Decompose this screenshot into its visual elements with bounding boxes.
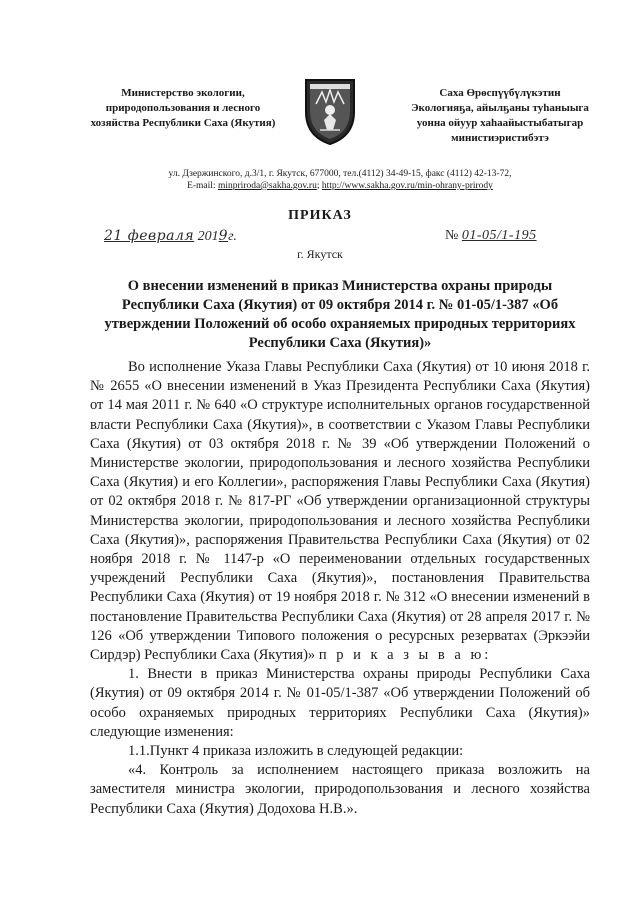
item-1-1: 1.1.Пункт 4 приказа изложить в следующей редакции: xyxy=(128,743,464,760)
website-link[interactable]: http://www.sakha.gov.ru/min-ohrany-prirody xyxy=(321,181,493,191)
ministry-sah-line: уонна ойуур хаһаайыстыбатыгар xyxy=(416,117,584,129)
ministry-name-russian xyxy=(78,86,288,131)
prikazyvayu-word: п р и к а з ы в а ю: xyxy=(318,647,492,664)
order-subject: О внесении изменений в приказ Министерства охраны природы Республики Саха (Якутия) от 09 октября 2014 г. № 01-05/1-387 «Об утверждении Положений об особо охраняемых природных территориях Республики Саха (Якутия)» xyxy=(104,278,576,351)
handwritten-date: 21 февраля xyxy=(104,228,195,244)
email-link[interactable]: minpriroda@sakha.gov.ru xyxy=(217,181,317,191)
preamble-text: Во исполнение Указа Главы Республики Саха (Якутия) от 10 июня 2018 г. № 2655 «О внесении изменений в Указ Президента Республики Саха (Якутия) от 14 мая 2011 г. № 640 «О структуре исполнительных органов государственной власти Республики Саха (Якутия)», в соответствии с Указом Главы Республики Саха (Якутия) от 03 октября 2018 г. № 39 «Об утверждении Положений о Министерстве экологии, природопользования и лесного хозяйства Республики Саха (Якутия) и его Коллегии», распоряжения Главы Республики Саха (Якутия) от 02 октября 2018 г. № 817-РГ «Об утверждении организационной структуры Министерства экологии, природопользования и лесного хозяйства Республики Саха (Якутия)», распоряжения Правительства Республики Саха (Якутия) от 02 ноября 2018 г. № 1147-р «О переименовании отдельных государственных учреждений Республики Саха (Якутия)», постановления Правительства Республики Саха (Якутия) от 19 ноября 2018 г. № 312 «О внесении изменений в постановление Правительства Республики Саха (Якутия) от 28 апреля 2017 г. № 126 «Об утверждении Типового положения о ресурсных резерватах (Эркээйи Сирдэр) Республики Саха (Якутия)» xyxy=(90,359,590,664)
order-number xyxy=(445,228,537,244)
year-prefix: 201 xyxy=(197,229,219,244)
city: г. Якутск xyxy=(297,247,343,261)
email-web-line xyxy=(100,180,580,192)
address-line: ул. Дзержинского, д.3/1, г. Якутск, 677000, тел.(4112) 34-49-15, факс (4112) 42-13-72, xyxy=(168,169,512,179)
handwritten-year: 9 xyxy=(218,228,229,244)
handwritten-number: 01-05/1-195 xyxy=(461,228,537,243)
ministry-sah-line: Экологияҕа, айылҕаны туһаныыга xyxy=(411,102,589,114)
ministry-name-sakha xyxy=(385,86,615,146)
contact-info xyxy=(100,168,580,192)
order-date xyxy=(104,228,237,245)
number-sign: № xyxy=(445,228,459,243)
item-quote: «4. Контроль за исполнением настоящего приказа возложить на заместителя министра экологии, природопользования и лесного хозяйства Республики Саха (Якутия) Додохова Н.В.». xyxy=(90,762,590,817)
coat-of-arms-icon xyxy=(300,74,360,148)
order-body xyxy=(90,358,590,819)
ministry-sah-line: министиэристибэтэ xyxy=(451,132,549,144)
ministry-sah-line: Саха Өрөспүүбүлүкэтин xyxy=(439,87,561,99)
email-label: E-mail: xyxy=(187,181,218,191)
item-1: 1. Внести в приказ Министерства охраны природы Республики Саха (Якутия) от 09 октября 2014 г. № 01-05/1-387 «Об утверждении Положений об особо охраняемых природных территориях Республики Саха (Якутия)» следующие изменения: xyxy=(90,666,590,740)
document-title: ПРИКАЗ xyxy=(288,208,352,223)
ministry-ru-line: Министерство экологии, xyxy=(121,87,245,99)
ministry-ru-line: хозяйства Республики Саха (Якутия) xyxy=(90,117,276,129)
year-suffix: г. xyxy=(228,229,237,244)
separator: ; xyxy=(316,181,322,191)
preamble-paragraph xyxy=(90,358,590,665)
ministry-ru-line: природопользования и лесного xyxy=(105,102,261,114)
